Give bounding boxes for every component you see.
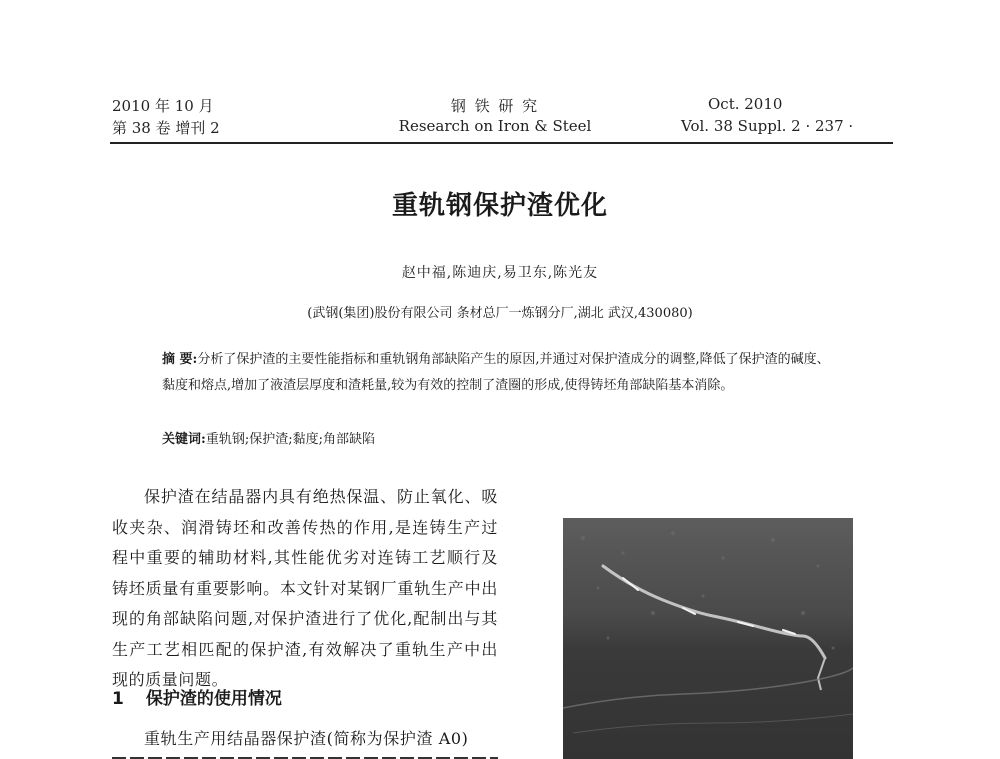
next-line-fragment <box>112 754 498 759</box>
section-number: 1 <box>112 689 124 709</box>
keywords <box>162 428 375 447</box>
section-paragraph: 重轨生产用结晶器保护渣(简称为保护渣 A0) <box>144 729 469 748</box>
article-authors: 赵中福,陈迪庆,易卫东,陈光友 <box>401 265 599 281</box>
header-date: 2010 年 10 月 <box>112 97 214 115</box>
article-affiliation: (武钢(集团)股份有限公司 条材总厂一炼钢分厂,湖北 武汉,430080) <box>307 306 693 321</box>
header-date-en: Oct. 2010 <box>708 95 783 113</box>
abstract-text: 分析了保护渣的主要性能指标和重轨钢角部缺陷产生的原因,并通过对保护渣成分的调整,降低了保护渣的碱度、黏度和熔点,增加了液渣层厚度和渣耗量,较为有效的控制了渣圈的形成,使得铸坯角部缺陷基本消除。 <box>162 352 830 393</box>
intro-paragraph: 保护渣在结晶器内具有绝热保温、防止氧化、吸收夹杂、润滑铸坯和改善传热的作用,是连铸生产过程中重要的辅助材料,其性能优劣对连铸工艺顺行及铸坯质量有重要影响。本文针对某钢厂重轨生产中出现的角部缺陷问题,对保护渣进行了优化,配制出与其生产工艺相匹配的保护渣,有效解决了重轨生产中出现的质量问题。 <box>112 487 498 689</box>
header-volume-en: Vol. 38 Suppl. 2 · 237 · <box>681 117 854 135</box>
micrograph-image <box>563 518 853 759</box>
header-rule <box>110 142 893 144</box>
keywords-label: 关键词: <box>162 432 206 447</box>
section-title: 保护渣的使用情况 <box>145 689 282 709</box>
abstract-label: 摘 要: <box>162 352 198 367</box>
header-volume-cn: 第 38 卷 增刊 2 <box>112 119 220 137</box>
article-title: 重轨钢保护渣优化 <box>391 191 608 221</box>
section-heading <box>112 684 282 709</box>
journal-name-cn: 钢 铁 研 究 <box>450 97 540 115</box>
abstract <box>162 347 842 399</box>
journal-name-en: Research on Iron & Steel <box>398 117 592 135</box>
keywords-text: 重轨钢;保护渣;黏度;角部缺陷 <box>205 432 375 447</box>
